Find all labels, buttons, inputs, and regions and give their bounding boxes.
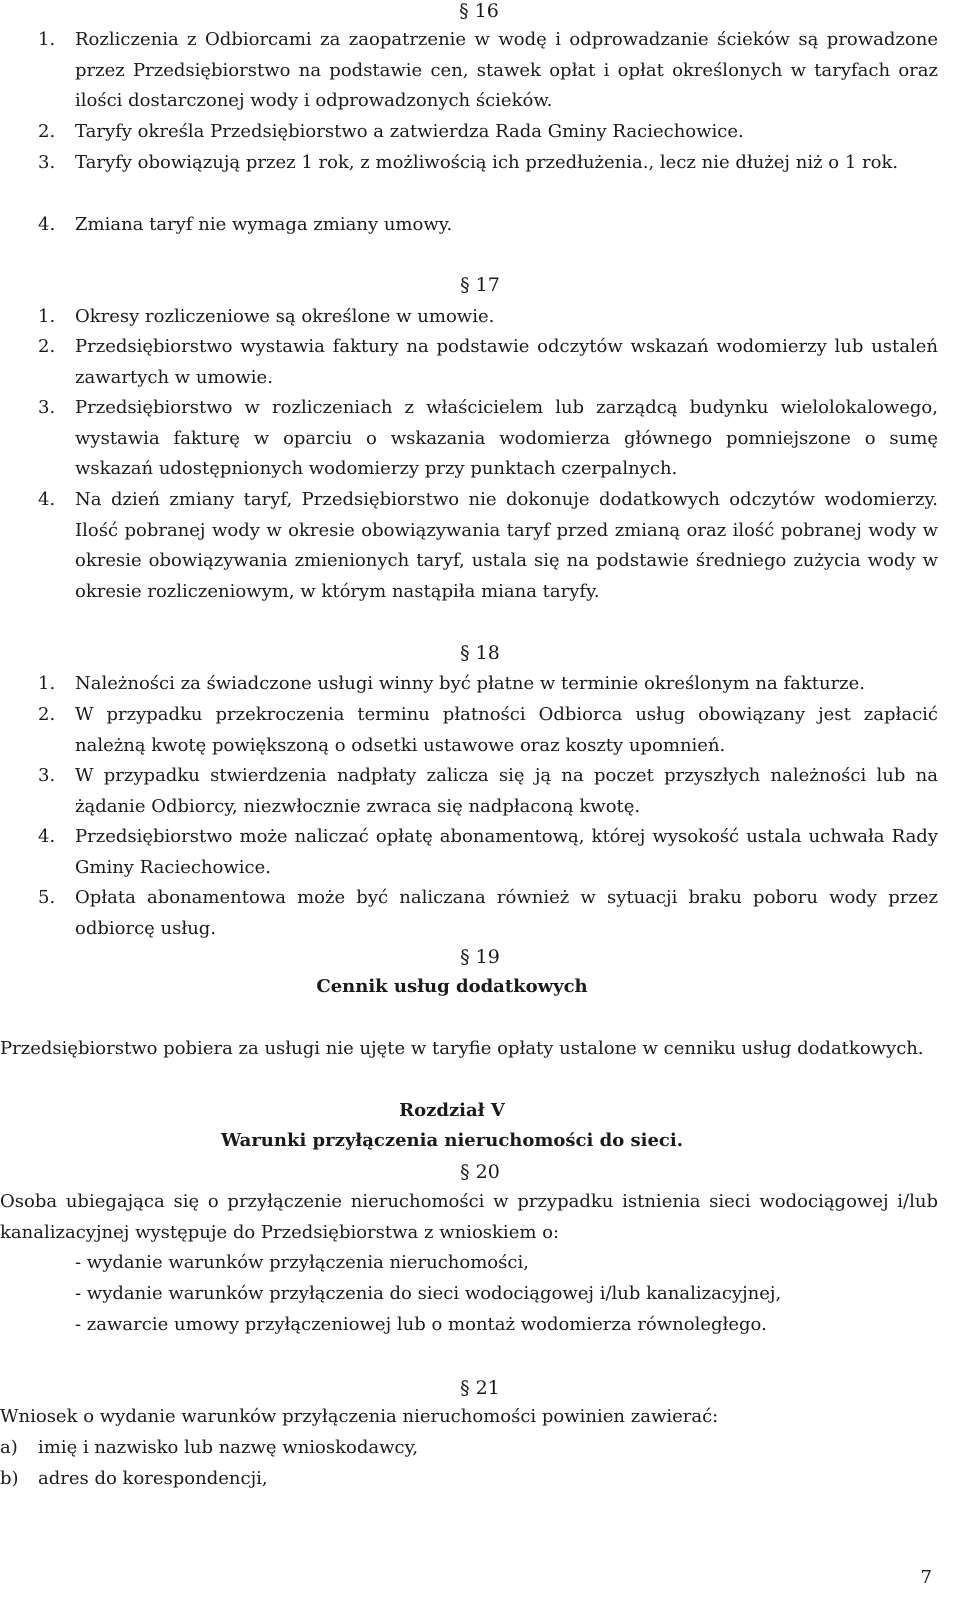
item-number: 2. bbox=[38, 704, 56, 725]
item-number: 4. bbox=[38, 826, 56, 847]
section-19-text: Przedsiębiorstwo pobiera za usługi nie ujęte w taryfie opłaty ustalone w cenniku usług dodatkowych. bbox=[0, 1038, 924, 1059]
item-text: Przedsiębiorstwo w rozliczeniach z właścicielem lub zarządcą budynku wielolokalowego, wystawia fakturę w oparciu o wskazania wodomierza głównego pomniejszone o sumę wskazań udostępnionych wodomierzy przy punktach czerpalnych. bbox=[75, 397, 938, 479]
item-text: Opłata abonamentowa może być naliczana również w sytuacji braku poboru wody przez odbiorcę usług. bbox=[75, 887, 938, 939]
item-text: W przypadku stwierdzenia nadpłaty zalicza się ją na poczet przyszłych należności lub na żądanie Odbiorcy, niezwłocznie zwraca się nadpłaconą kwotę. bbox=[75, 765, 938, 817]
s18-item-1 bbox=[38, 669, 938, 700]
s17-item-3 bbox=[38, 393, 938, 485]
item-number: 3. bbox=[38, 765, 56, 786]
item-text: Zmiana taryf nie wymaga zmiany umowy. bbox=[75, 214, 453, 235]
item-text: Na dzień zmiany taryf, Przedsiębiorstwo nie dokonuje dodatkowych odczytów wodomierzy. Ilość pobranej wody w okresie obowiązywania taryf przed zmianą oraz ilość pobranej wody w okresie obowiązywania zmienionych taryf, ustala się na podstawie średniego zużycia wody w okresie rozliczeniowym, w którym nastąpiła miana taryfy. bbox=[75, 489, 938, 602]
item-text: W przypadku przekroczenia terminu płatności Odbiorca usług obowiązany jest zapłacić należną kwotę powiększoną o odsetki ustawowe oraz koszty upomnień. bbox=[75, 704, 938, 756]
item-text: Okresy rozliczeniowe są określone w umowie. bbox=[75, 306, 495, 327]
s16-item-1 bbox=[38, 25, 938, 117]
item-letter: b) bbox=[0, 1468, 19, 1489]
item-text: Taryfy obowiązują przez 1 rok, z możliwością ich przedłużenia., lecz nie dłużej niż o 1 rok. bbox=[75, 152, 899, 173]
item-text: adres do korespondencji, bbox=[38, 1468, 268, 1489]
item-number: 1. bbox=[38, 673, 56, 694]
section-18-heading: § 18 bbox=[460, 642, 500, 664]
section-21-heading: § 21 bbox=[460, 1377, 500, 1399]
section-16-heading: § 16 bbox=[459, 0, 499, 22]
s17-item-1 bbox=[38, 302, 938, 333]
s21-item-b bbox=[0, 1464, 268, 1495]
s18-item-5 bbox=[38, 883, 938, 944]
s21-item-a bbox=[0, 1433, 418, 1464]
s16-item-2 bbox=[38, 117, 938, 148]
s17-item-4 bbox=[38, 485, 938, 607]
section-20-heading: § 20 bbox=[460, 1161, 500, 1183]
section-19-title: Cennik usług dodatkowych bbox=[316, 976, 588, 997]
s20-dash-2: - wydanie warunków przyłączenia do sieci wodociągowej i/lub kanalizacyjnej, bbox=[75, 1283, 782, 1304]
item-number: 5. bbox=[38, 887, 56, 908]
chapter-title: Rozdział V bbox=[399, 1100, 505, 1121]
s20-dash-1: - wydanie warunków przyłączenia nieruchomości, bbox=[75, 1252, 529, 1273]
chapter-subtitle: Warunki przyłączenia nieruchomości do sieci. bbox=[221, 1130, 683, 1151]
item-number: 3. bbox=[38, 152, 56, 173]
item-text: Rozliczenia z Odbiorcami za zaopatrzenie w wodę i odprowadzanie ścieków są prowadzone przez Przedsiębiorstwo na podstawie cen, stawek opłat i opłat określonych w taryfach oraz ilości dostarczonej wody i odprowadzonych ścieków. bbox=[75, 29, 938, 111]
s18-item-3 bbox=[38, 761, 938, 822]
item-number: 4. bbox=[38, 214, 56, 235]
section-19-heading: § 19 bbox=[460, 946, 500, 968]
s18-item-2 bbox=[38, 700, 938, 761]
item-number: 2. bbox=[38, 121, 56, 142]
s16-item-4 bbox=[38, 210, 938, 241]
page-number: 7 bbox=[920, 1567, 932, 1588]
item-text: Przedsiębiorstwo może naliczać opłatę abonamentową, której wysokość ustala uchwała Rady Gminy Raciechowice. bbox=[75, 826, 938, 878]
item-text: Należności za świadczone usługi winny być płatne w terminie określonym na fakturze. bbox=[75, 673, 866, 694]
item-text: Taryfy określa Przedsiębiorstwo a zatwierdza Rada Gminy Raciechowice. bbox=[75, 121, 744, 142]
s16-item-3 bbox=[38, 148, 938, 179]
item-text: imię i nazwisko lub nazwę wnioskodawcy, bbox=[38, 1437, 419, 1458]
s18-item-4 bbox=[38, 822, 938, 883]
section-17-heading: § 17 bbox=[460, 274, 500, 296]
s20-dash-3: - zawarcie umowy przyłączeniowej lub o montaż wodomierza równoległego. bbox=[75, 1314, 767, 1335]
section-20-intro: Osoba ubiegająca się o przyłączenie nieruchomości w przypadku istnienia sieci wodociągowej i/lub kanalizacyjnej występuje do Przedsiębiorstwa z wnioskiem o: bbox=[0, 1191, 938, 1243]
s17-item-2 bbox=[38, 332, 938, 393]
item-number: 4. bbox=[38, 489, 56, 510]
item-number: 2. bbox=[38, 336, 56, 357]
item-number: 3. bbox=[38, 397, 56, 418]
section-21-intro: Wniosek o wydanie warunków przyłączenia nieruchomości powinien zawierać: bbox=[0, 1406, 719, 1427]
item-letter: a) bbox=[0, 1437, 18, 1458]
item-number: 1. bbox=[38, 29, 56, 50]
item-text: Przedsiębiorstwo wystawia faktury na podstawie odczytów wskazań wodomierzy lub ustaleń zawartych w umowie. bbox=[75, 336, 938, 388]
item-number: 1. bbox=[38, 306, 56, 327]
